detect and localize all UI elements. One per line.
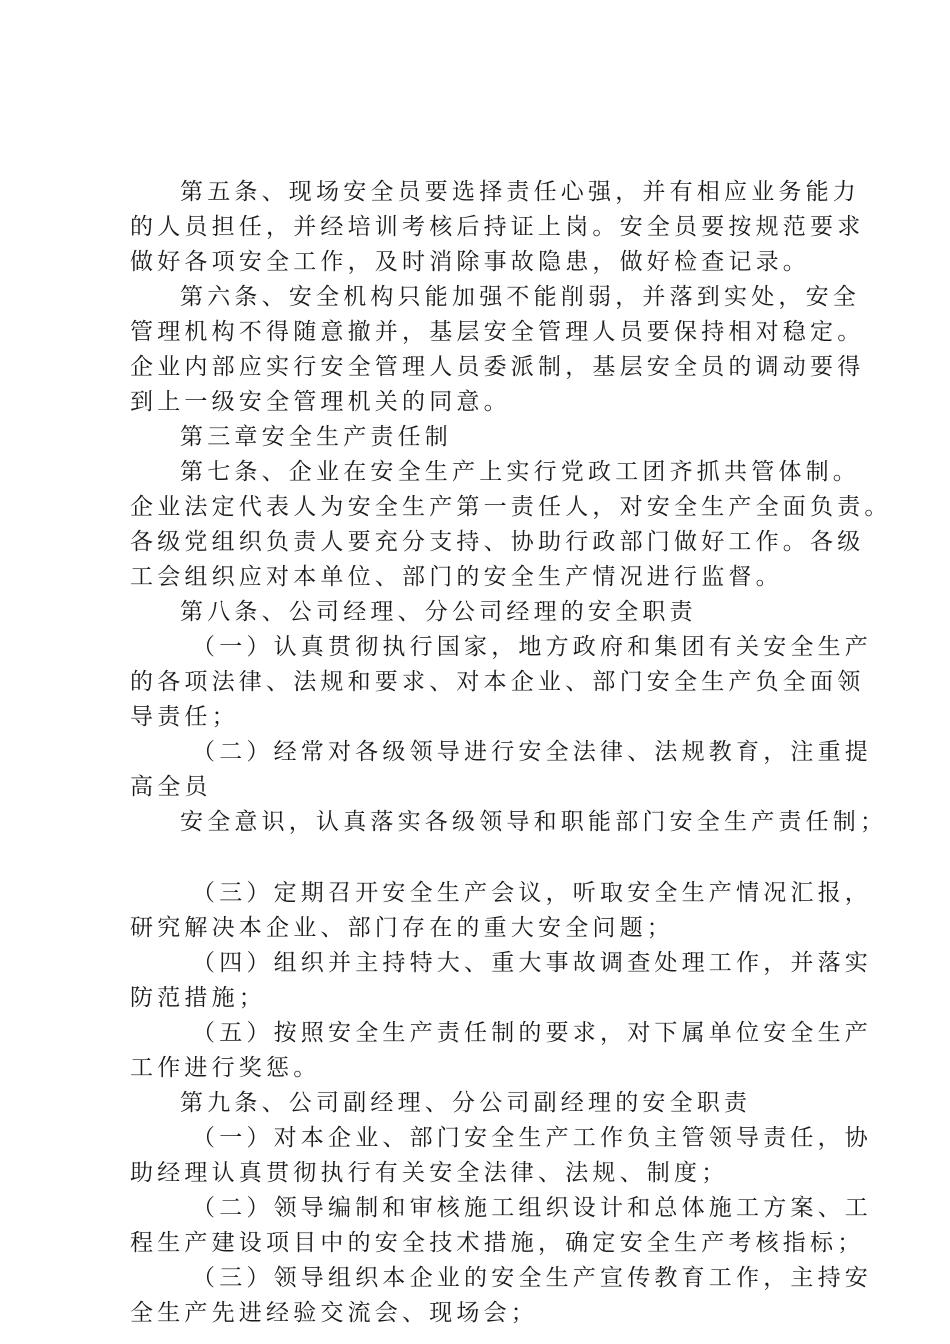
text-line: （五）按照安全生产责任制的要求，对下属单位安全生产 [192, 1020, 872, 1046]
text-line: 导责任； [130, 704, 239, 730]
paragraph [130, 876, 872, 946]
paragraph [130, 420, 835, 455]
text-line: 管理机构不得随意撤并，基层安全管理人员要保持相对稳定。 [130, 319, 865, 345]
text-line: 研究解决本企业、部门存在的重大安全问题； [130, 915, 674, 941]
text-line: 的各项法律、法规和要求、对本企业、部门安全生产负全面领 [130, 669, 865, 695]
text-line: 做好各项安全工作，及时消除事故隐患，做好检查记录。 [130, 249, 810, 275]
text-line: 第五条、现场安全员要选择责任心强，并有相应业务能力 [180, 179, 860, 205]
document-body [130, 175, 892, 1331]
text-line: （一）对本企业、部门安全生产工作负主管领导责任，协 [192, 1125, 872, 1151]
paragraph [130, 595, 835, 630]
text-line [130, 840, 835, 876]
text-line: （四）组织并主持特大、重大事故调查处理工作，并落实 [192, 950, 872, 976]
text-line: 第三章安全生产责任制 [180, 424, 452, 450]
paragraph [130, 840, 835, 876]
paragraph [130, 805, 888, 840]
text-line: 程生产建设项目中的安全技术措施，确定安全生产考核指标； [130, 1230, 865, 1256]
paragraph [130, 1016, 872, 1086]
paragraph [130, 735, 872, 805]
text-line: 高全员 [130, 774, 212, 800]
text-line: （二）领导编制和审核施工组织设计和总体施工方案、工 [192, 1195, 872, 1221]
text-line: 企业法定代表人为安全生产第一责任人，对安全生产全面负责。 [130, 494, 892, 520]
text-line: 工作进行奖惩。 [130, 1055, 321, 1081]
text-line: 到上一级安全管理机关的同意。 [130, 389, 511, 415]
text-line: （一）认真贯彻执行国家，地方政府和集团有关安全生产 [192, 634, 872, 660]
paragraph [130, 280, 865, 420]
text-line: 全生产先进经验交流会、现场会； [130, 1300, 538, 1326]
text-line: （二）经常对各级领导进行安全法律、法规教育，注重提 [192, 739, 872, 765]
text-line: 各级党组织负责人要充分支持、协助行政部门做好工作。各级 [130, 529, 865, 555]
text-line: 第九条、公司副经理、分公司副经理的安全职责 [180, 1090, 752, 1116]
text-line: （三）领导组织本企业的安全生产宣传教育工作，主持安 [192, 1265, 872, 1291]
paragraph [130, 1191, 872, 1261]
paragraph [130, 630, 872, 735]
paragraph [130, 455, 892, 595]
text-line: 的人员担任，并经培训考核后持证上岗。安全员要按规范要求 [130, 214, 865, 240]
paragraph [130, 946, 872, 1016]
paragraph [130, 1121, 872, 1191]
text-line: 防范措施； [130, 985, 266, 1011]
text-line: 第六条、安全机构只能加强不能削弱，并落到实处，安全 [180, 284, 860, 310]
paragraph [130, 175, 865, 280]
text-line: （三）定期召开安全生产会议，听取安全生产情况汇报， [192, 880, 872, 906]
text-line: 工会组织应对本单位、部门的安全生产情况进行监督。 [130, 564, 783, 590]
text-line: 企业内部应实行安全管理人员委派制，基层安全员的调动要得 [130, 354, 865, 380]
text-line: 助经理认真贯彻执行有关安全法律、法规、制度； [130, 1160, 729, 1186]
paragraph [130, 1086, 835, 1121]
text-line: 第八条、公司经理、分公司经理的安全职责 [180, 599, 697, 625]
paragraph [130, 1261, 872, 1331]
text-line: 第七条、企业在安全生产上实行党政工团齐抓共管体制。 [180, 459, 860, 485]
text-line: 安全意识，认真落实各级领导和职能部门安全生产责任制； [180, 809, 888, 835]
